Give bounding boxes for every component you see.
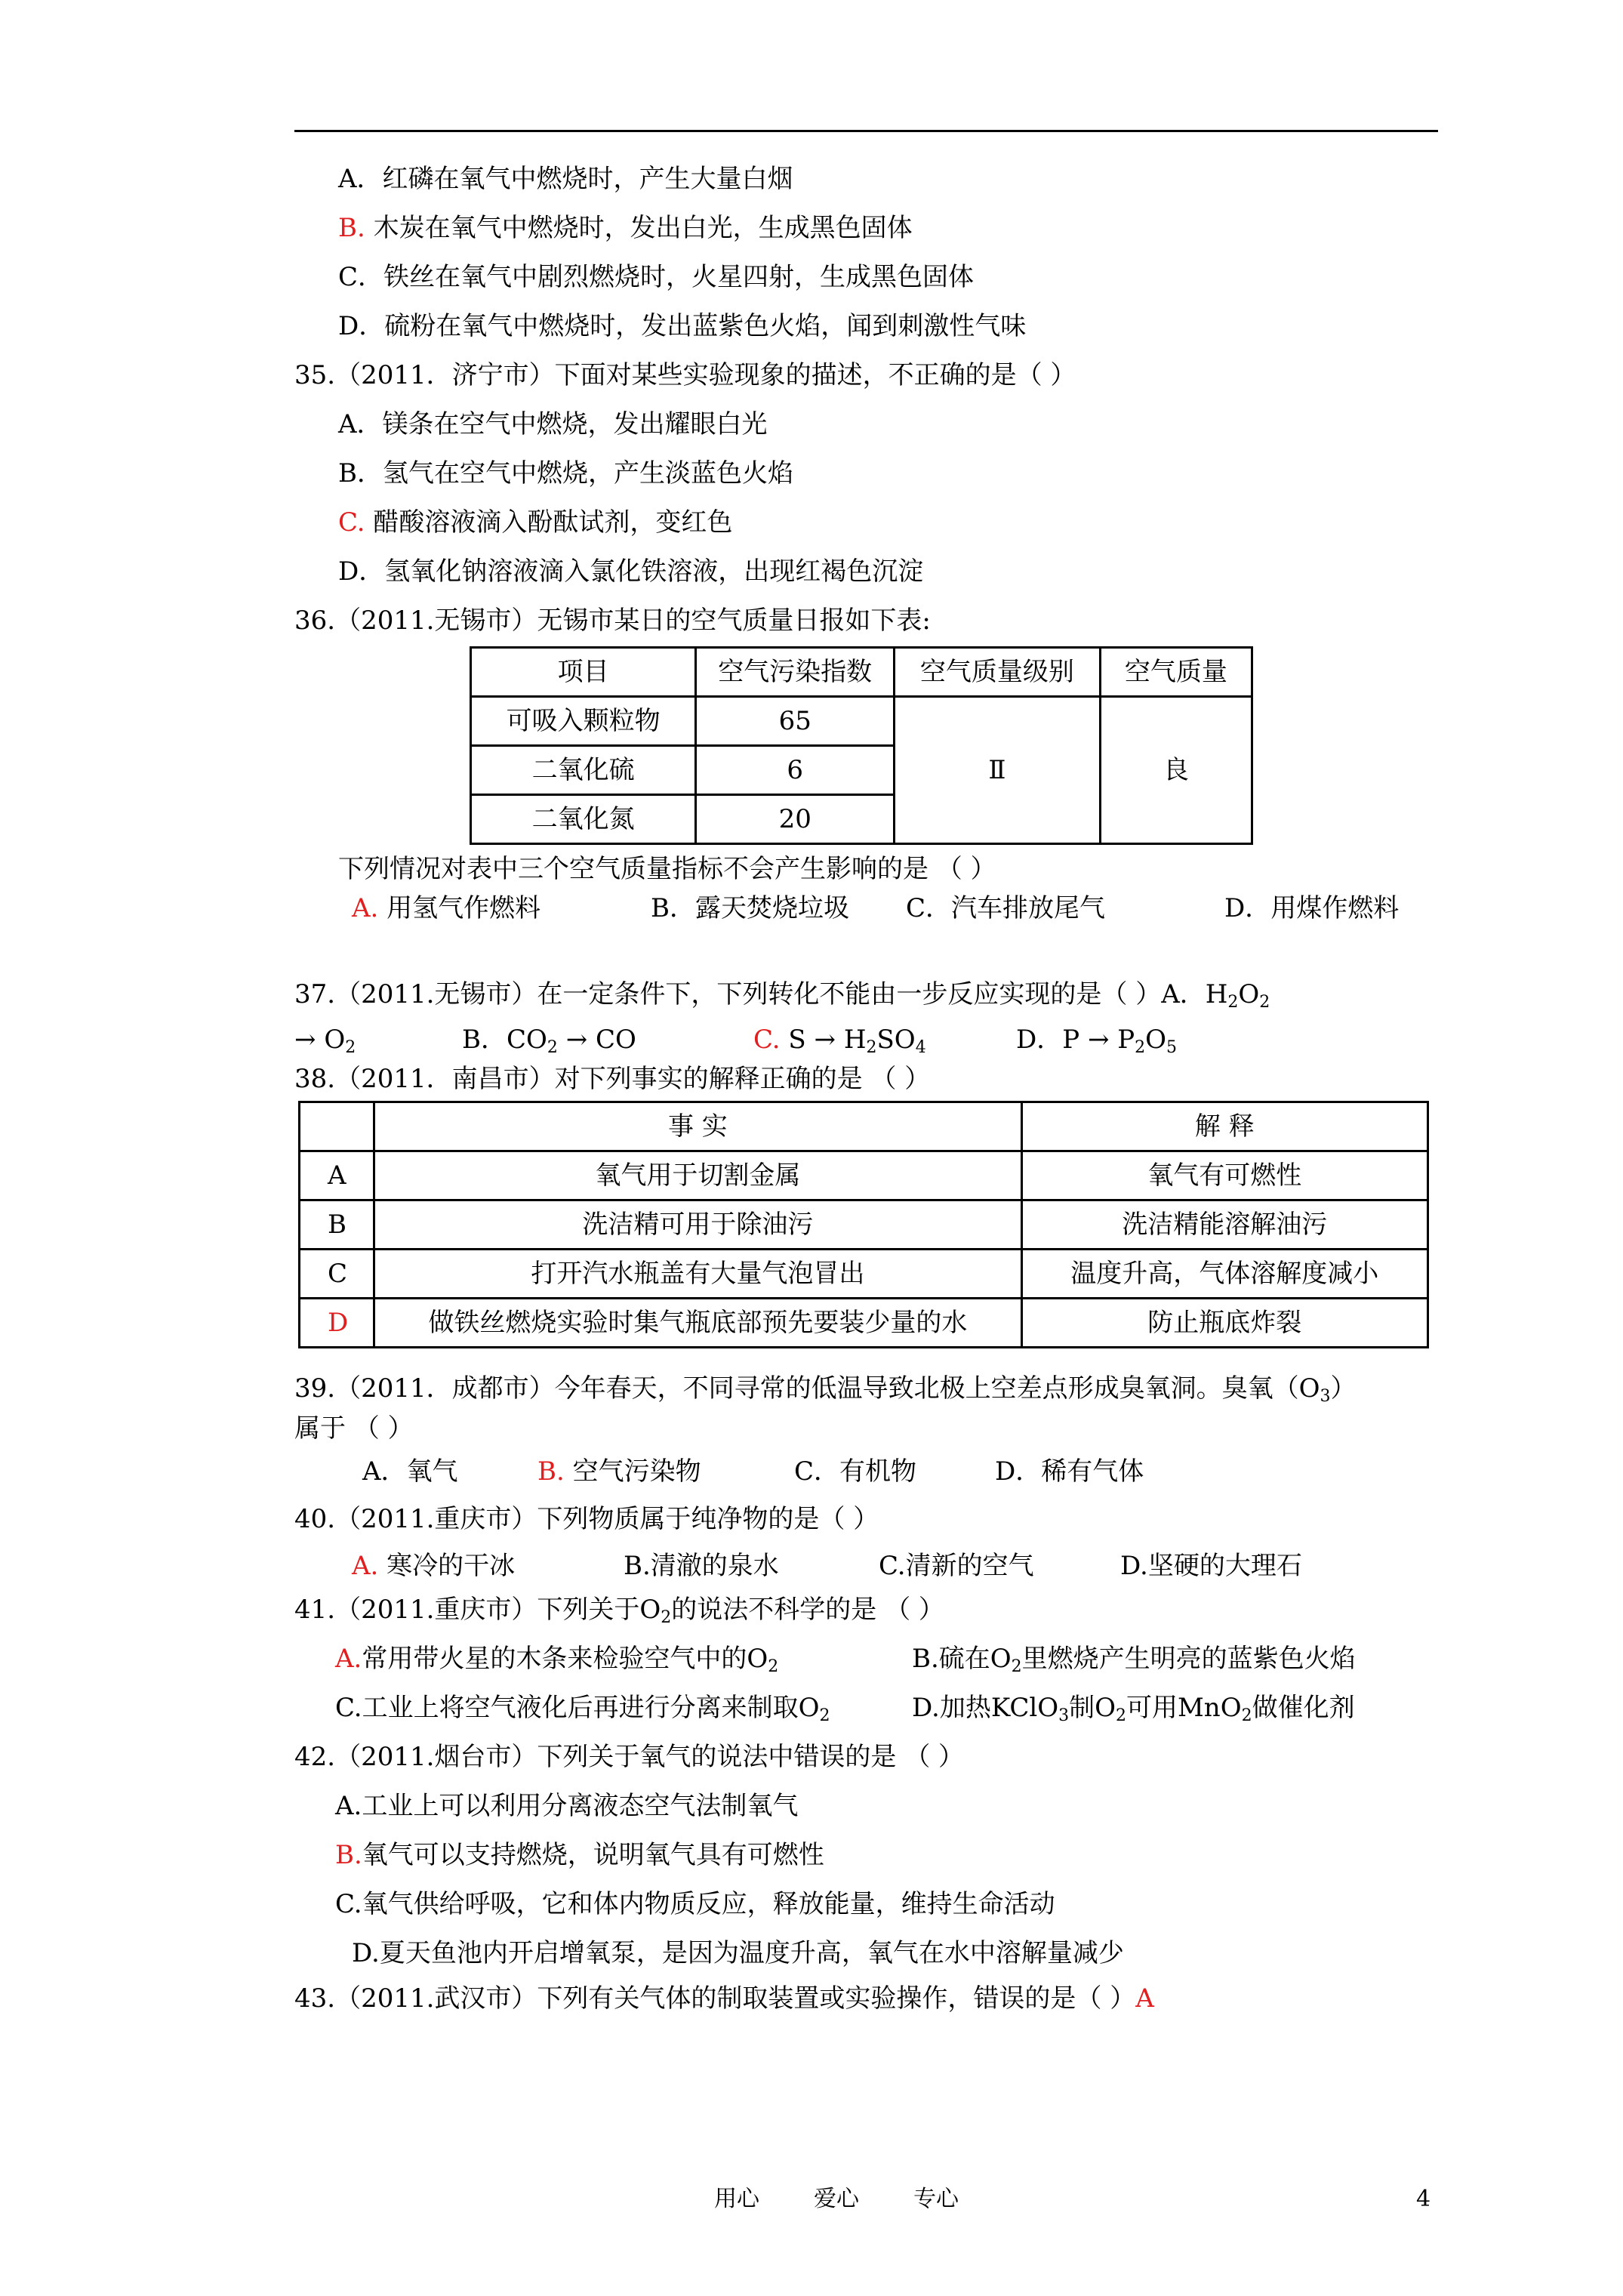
q39-option-c: C．有机物 <box>794 1456 917 1487</box>
q35-option-b: B．氢气在空气中燃烧，产生淡蓝色火焰 <box>338 458 793 488</box>
level-cell: Ⅱ <box>895 697 1101 844</box>
answer-mark: A. <box>352 893 379 923</box>
explain-cell: 防止瓶底炸裂 <box>1021 1299 1427 1348</box>
q36-option-b: B．露天焚烧垃圾 <box>651 893 849 923</box>
q42-option-b: B.氧气可以支持燃烧，说明氧气具有可燃性 <box>335 1840 824 1870</box>
answer-mark: C. <box>338 507 365 538</box>
q40-stem: 40.（2011.重庆市）下列物质属于纯净物的是（ ） <box>294 1504 879 1534</box>
answer-mark: B. <box>338 213 365 243</box>
explain-cell: 氧气有可燃性 <box>1021 1151 1427 1200</box>
q41-option-b: B.硫在$O_2$里燃烧产生明亮的蓝紫色火焰 <box>912 1644 1356 1676</box>
column-header: 空气质量级别 <box>895 648 1101 697</box>
answer-mark: B. <box>537 1456 565 1487</box>
q34-option-d: D．硫粉在氧气中燃烧时，发出蓝紫色火焰，闻到刺激性气味 <box>338 311 1027 341</box>
q36-question: 下列情况对表中三个空气质量指标不会产生影响的是 （ ） <box>338 854 996 884</box>
answer-mark: A. <box>335 1644 362 1674</box>
q42-option-a: A.工业上可以利用分离液态空气法制氧气 <box>335 1791 799 1821</box>
q35-option-a: A．镁条在空气中燃烧，发出耀眼白光 <box>338 409 768 439</box>
q39-option-d: D．稀有气体 <box>995 1456 1144 1487</box>
item-cell: 可吸入颗粒物 <box>471 697 696 746</box>
column-header: 项目 <box>471 648 696 697</box>
q35-option-c: C. 醋酸溶液滴入酚酞试剂，变红色 <box>338 507 733 538</box>
q37-stem: 37.（2011.无锡市）在一定条件下，下列转化不能由一步反应实现的是（ ）A．$H_2O_2$ <box>294 979 1270 1012</box>
table-row <box>300 1151 1428 1200</box>
q39-option-b: B. 空气污染物 <box>537 1456 701 1487</box>
table-header-row <box>471 648 1252 697</box>
fact-cell: 做铁丝燃烧实验时集气瓶底部预先要装少量的水 <box>374 1299 1021 1348</box>
q41-stem: 41.（2011.重庆市）下列关于$O_2$的说法不科学的是 （ ） <box>294 1595 944 1627</box>
fact-cell: 氧气用于切割金属 <box>374 1151 1021 1200</box>
q34-option-c: C．铁丝在氧气中剧烈燃烧时，火星四射，生成黑色固体 <box>338 262 975 292</box>
header-rule <box>294 130 1438 132</box>
column-header: 事 实 <box>374 1102 1021 1151</box>
q42-stem: 42.（2011.烟台市）下列关于氧气的说法中错误的是 （ ） <box>294 1742 965 1772</box>
table-row <box>300 1299 1428 1348</box>
q37-option-d: D．$P \to P_2O_5$ <box>1016 1025 1178 1057</box>
q36-option-d: D．用煤作燃料 <box>1224 893 1400 923</box>
footer-motto-1: 用心 <box>714 2186 759 2212</box>
q40-option-c: C.清新的空气 <box>879 1551 1034 1581</box>
option-cell: A <box>300 1151 374 1200</box>
q41-option-d: D.加热KClO$_3$制$O_2$可用MnO$_2$做催化剂 <box>912 1693 1355 1725</box>
q43-stem: 43.（2011.武汉市）下列有关气体的制取装置或实验操作，错误的是（ ）A <box>294 1983 1154 2014</box>
index-cell: 6 <box>696 746 895 795</box>
explain-cell: 温度升高，气体溶解度减小 <box>1021 1250 1427 1299</box>
q41-option-a: A.常用带火星的木条来检验空气中的$O_2$ <box>335 1644 779 1676</box>
option-cell: C <box>300 1250 374 1299</box>
page-number: 4 <box>1416 2186 1431 2212</box>
column-header: 空气质量 <box>1100 648 1252 697</box>
quality-cell: 良 <box>1100 697 1252 844</box>
index-cell: 65 <box>696 697 895 746</box>
q35-stem: 35.（2011．济宁市）下面对某些实验现象的描述，不正确的是（ ） <box>294 360 1076 390</box>
q36-option-a: A. 用氢气作燃料 <box>352 893 541 923</box>
table-row <box>471 697 1252 746</box>
column-header: 空气污染指数 <box>696 648 895 697</box>
table-row <box>300 1200 1428 1250</box>
q35-option-d: D．氢氧化钠溶液滴入氯化铁溶液，出现红褐色沉淀 <box>338 556 924 587</box>
answer-mark: B. <box>335 1840 362 1870</box>
item-cell: 二氧化硫 <box>471 746 696 795</box>
q37-option-b: B．$CO_2$ → CO <box>462 1025 636 1057</box>
q40-option-a: A. 寒冷的干冰 <box>352 1551 516 1581</box>
q39-stem: 39.（2011．成都市）今年春天，不同寻常的低温导致北极上空差点形成臭氧洞。臭氧$(O_3)$ <box>294 1373 1357 1406</box>
option-cell: B <box>300 1200 374 1250</box>
footer-motto-3: 专心 <box>913 2186 959 2212</box>
footer-motto-2: 爱心 <box>814 2186 859 2212</box>
q37-option-a-product: → $O_2$ <box>294 1025 356 1057</box>
answer-mark: A <box>1135 1983 1154 2014</box>
explain-cell: 洗洁精能溶解油污 <box>1021 1200 1427 1250</box>
q34-option-b: B. 木炭在氧气中燃烧时，发出白光，生成黑色固体 <box>338 213 913 243</box>
air-quality-table <box>470 646 1253 845</box>
q39-option-a: A．氧气 <box>362 1456 458 1487</box>
table-header-row <box>300 1102 1428 1151</box>
q41-option-c: C.工业上将空气液化后再进行分离来制取$O_2$ <box>335 1693 830 1725</box>
column-header: 解 释 <box>1021 1102 1427 1151</box>
item-cell: 二氧化氮 <box>471 795 696 844</box>
q37-option-c: C. $S \to H_2SO_4$ <box>753 1025 926 1057</box>
q42-option-d: D.夏天鱼池内开启增氧泵，是因为温度升高，氧气在水中溶解量减少 <box>352 1938 1124 1968</box>
fact-cell: 洗洁精可用于除油污 <box>374 1200 1021 1250</box>
index-cell: 20 <box>696 795 895 844</box>
q40-option-b: B.清澈的泉水 <box>624 1551 779 1581</box>
q38-stem: 38.（2011．南昌市）对下列事实的解释正确的是 （ ） <box>294 1064 931 1094</box>
q40-option-d: D.坚硬的大理石 <box>1120 1551 1302 1581</box>
answer-mark: C. <box>753 1025 781 1055</box>
q36-option-c: C．汽车排放尾气 <box>906 893 1106 923</box>
option-cell-answer: D <box>300 1299 374 1348</box>
q36-stem: 36.（2011.无锡市）无锡市某日的空气质量日报如下表: <box>294 606 931 636</box>
q39-stem-cont: 属于 （ ） <box>294 1413 414 1444</box>
answer-mark: A. <box>352 1551 379 1581</box>
q42-option-c: C.氧气供给呼吸，它和体内物质反应，释放能量，维持生命活动 <box>335 1889 1055 1919</box>
table-row <box>300 1250 1428 1299</box>
fact-cell: 打开汽水瓶盖有大量气泡冒出 <box>374 1250 1021 1299</box>
q34-option-a: A．红磷在氧气中燃烧时，产生大量白烟 <box>338 164 793 194</box>
fact-explanation-table <box>298 1101 1429 1348</box>
